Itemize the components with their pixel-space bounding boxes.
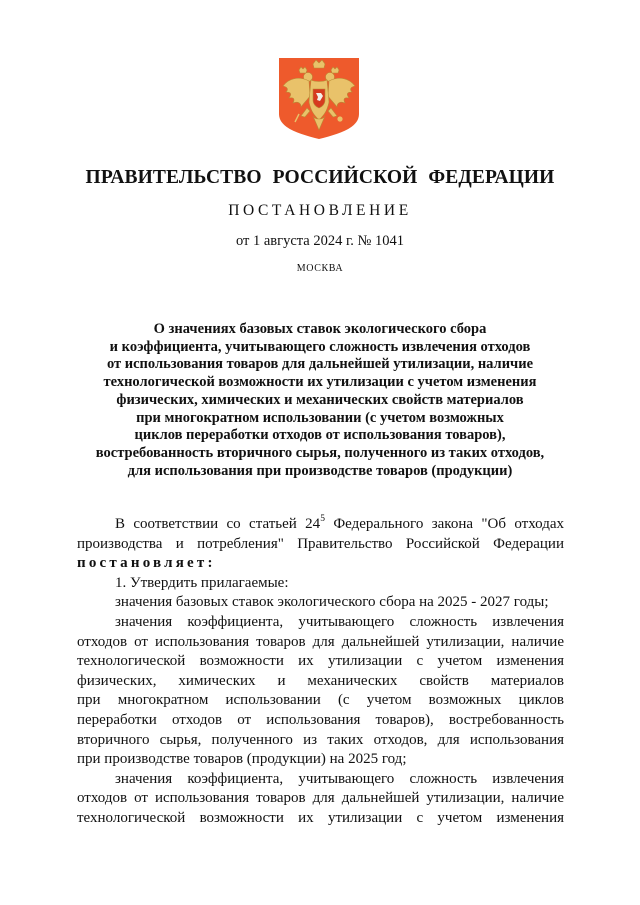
document-heading xyxy=(60,321,580,480)
document-body xyxy=(77,515,564,829)
heading-line: и коэффициента, учитывающего сложность извлечения отходов xyxy=(109,338,531,355)
document-date-number: от 1 августа 2024 г. № 1041 xyxy=(235,233,405,249)
list-item-line: при многократном использовании (с учетом возможных циклов xyxy=(77,692,564,709)
list-item-line: значения коэффициента, учитывающего сложность извлечения xyxy=(115,770,564,787)
heading-line: для использования при производстве товаров (продукции) xyxy=(127,462,513,479)
government-title: ПРАВИТЕЛЬСТВО РОССИЙСКОЙ ФЕДЕРАЦИИ xyxy=(85,167,555,188)
list-item-line: значения коэффициента, учитывающего сложность извлечения xyxy=(115,613,564,630)
heading-line: технологической возможности их утилизации с учетом изменения xyxy=(103,374,537,391)
list-item: значения базовых ставок экологического сбора на 2025 - 2027 годы; xyxy=(115,594,549,611)
list-item-line: переработки отходов от использования товаров), востребованность xyxy=(77,711,564,728)
heading-line: при многократном использовании (с учетом возможных xyxy=(136,409,504,426)
point-1: 1. Утвердить прилагаемые: xyxy=(115,574,289,591)
article-superscript: 5 xyxy=(320,514,325,524)
heading-line: от использования товаров для дальнейшей утилизации, наличие xyxy=(106,356,534,373)
list-item-line: технологической возможности их утилизации с учетом изменения xyxy=(77,809,564,826)
list-item-line: отходов от использования товаров для дальнейшей утилизации, наличие xyxy=(77,790,564,807)
list-item-line: при производстве товаров (продукции) на 2025 год; xyxy=(77,751,407,768)
heading-line: О значениях базовых ставок экологического сбора xyxy=(153,321,487,337)
russian-coat-of-arms-icon xyxy=(277,56,361,140)
list-item-line: вторичного сырья, полученного из таких отходов, для использования xyxy=(77,731,564,748)
heading-line: востребованность вторичного сырья, полученного из таких отходов, xyxy=(95,444,545,461)
document-type: ПОСТАНОВЛЕНИЕ xyxy=(228,202,412,219)
decree-word: постановляет: xyxy=(77,555,216,572)
intro-line: В соответствии со статьей $24^5$ Федерального закона "Об отходах xyxy=(115,514,564,532)
list-item-line: физических, химических и механических свойств материалов xyxy=(77,672,564,689)
heading-line: циклов переработки отходов от использования товаров), xyxy=(134,427,506,444)
list-item-line: технологической возможности их утилизации с учетом изменения xyxy=(77,653,564,670)
heading-line: физических, химических и механических свойств материалов xyxy=(116,391,524,408)
document-city: МОСКВА xyxy=(296,263,344,274)
list-item-line: отходов от использования товаров для дальнейшей утилизации, наличие xyxy=(77,633,564,650)
intro-line: производства и потребления" Правительство Российской Федерации xyxy=(77,535,564,552)
